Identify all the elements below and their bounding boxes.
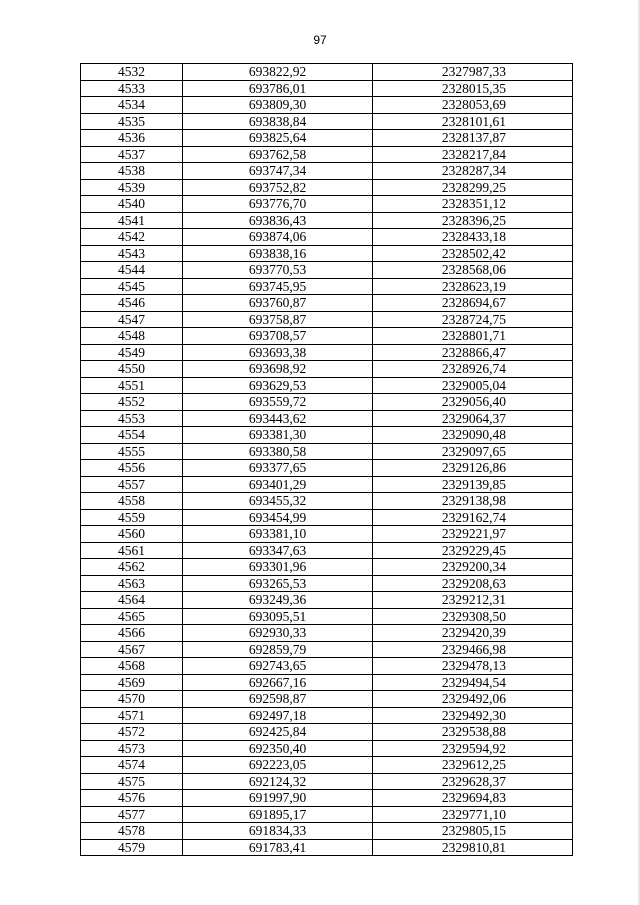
x-coordinate-cell: 693693,38 xyxy=(183,344,373,361)
point-number-cell: 4574 xyxy=(81,757,183,774)
table-row xyxy=(81,526,573,543)
x-coordinate-cell: 693760,87 xyxy=(183,295,373,312)
table-row xyxy=(81,608,573,625)
table-row xyxy=(81,278,573,295)
table-row xyxy=(81,80,573,97)
x-coordinate-cell: 693822,92 xyxy=(183,64,373,81)
point-number-cell: 4541 xyxy=(81,212,183,229)
table-row xyxy=(81,724,573,741)
x-coordinate-cell: 693809,30 xyxy=(183,97,373,114)
y-coordinate-cell: 2328396,25 xyxy=(373,212,573,229)
y-coordinate-cell: 2329805,15 xyxy=(373,823,573,840)
point-number-cell: 4532 xyxy=(81,64,183,81)
x-coordinate-cell: 693401,29 xyxy=(183,476,373,493)
x-coordinate-cell: 693752,82 xyxy=(183,179,373,196)
x-coordinate-cell: 693747,34 xyxy=(183,163,373,180)
y-coordinate-cell: 2329810,81 xyxy=(373,839,573,856)
y-coordinate-cell: 2329466,98 xyxy=(373,641,573,658)
point-number-cell: 4578 xyxy=(81,823,183,840)
y-coordinate-cell: 2329056,40 xyxy=(373,394,573,411)
point-number-cell: 4535 xyxy=(81,113,183,130)
y-coordinate-cell: 2328694,67 xyxy=(373,295,573,312)
table-row xyxy=(81,691,573,708)
x-coordinate-cell: 693380,58 xyxy=(183,443,373,460)
y-coordinate-cell: 2329139,85 xyxy=(373,476,573,493)
point-number-cell: 4564 xyxy=(81,592,183,609)
point-number-cell: 4561 xyxy=(81,542,183,559)
table-row xyxy=(81,493,573,510)
y-coordinate-cell: 2329594,92 xyxy=(373,740,573,757)
point-number-cell: 4547 xyxy=(81,311,183,328)
y-coordinate-cell: 2329005,04 xyxy=(373,377,573,394)
y-coordinate-cell: 2329612,25 xyxy=(373,757,573,774)
coordinates-table xyxy=(80,63,573,856)
y-coordinate-cell: 2328287,34 xyxy=(373,163,573,180)
y-coordinate-cell: 2328568,06 xyxy=(373,262,573,279)
table-row xyxy=(81,790,573,807)
point-number-cell: 4573 xyxy=(81,740,183,757)
table-row xyxy=(81,377,573,394)
x-coordinate-cell: 693758,87 xyxy=(183,311,373,328)
x-coordinate-cell: 693377,65 xyxy=(183,460,373,477)
x-coordinate-cell: 693825,64 xyxy=(183,130,373,147)
table-row xyxy=(81,839,573,856)
point-number-cell: 4549 xyxy=(81,344,183,361)
x-coordinate-cell: 691895,17 xyxy=(183,806,373,823)
y-coordinate-cell: 2329694,83 xyxy=(373,790,573,807)
x-coordinate-cell: 693698,92 xyxy=(183,361,373,378)
point-number-cell: 4577 xyxy=(81,806,183,823)
y-coordinate-cell: 2329308,50 xyxy=(373,608,573,625)
x-coordinate-cell: 693381,10 xyxy=(183,526,373,543)
table-row xyxy=(81,460,573,477)
point-number-cell: 4533 xyxy=(81,80,183,97)
x-coordinate-cell: 693838,16 xyxy=(183,245,373,262)
x-coordinate-cell: 692859,79 xyxy=(183,641,373,658)
y-coordinate-cell: 2329538,88 xyxy=(373,724,573,741)
point-number-cell: 4551 xyxy=(81,377,183,394)
y-coordinate-cell: 2329097,65 xyxy=(373,443,573,460)
table-row xyxy=(81,245,573,262)
x-coordinate-cell: 692350,40 xyxy=(183,740,373,757)
x-coordinate-cell: 693455,32 xyxy=(183,493,373,510)
x-coordinate-cell: 692930,33 xyxy=(183,625,373,642)
y-coordinate-cell: 2328926,74 xyxy=(373,361,573,378)
x-coordinate-cell: 693838,84 xyxy=(183,113,373,130)
y-coordinate-cell: 2329494,54 xyxy=(373,674,573,691)
x-coordinate-cell: 693454,99 xyxy=(183,509,373,526)
point-number-cell: 4553 xyxy=(81,410,183,427)
x-coordinate-cell: 692425,84 xyxy=(183,724,373,741)
y-coordinate-cell: 2328217,84 xyxy=(373,146,573,163)
y-coordinate-cell: 2329208,63 xyxy=(373,575,573,592)
x-coordinate-cell: 692598,87 xyxy=(183,691,373,708)
y-coordinate-cell: 2329212,31 xyxy=(373,592,573,609)
y-coordinate-cell: 2329420,39 xyxy=(373,625,573,642)
point-number-cell: 4550 xyxy=(81,361,183,378)
table-row xyxy=(81,806,573,823)
point-number-cell: 4559 xyxy=(81,509,183,526)
point-number-cell: 4552 xyxy=(81,394,183,411)
y-coordinate-cell: 2329229,45 xyxy=(373,542,573,559)
y-coordinate-cell: 2327987,33 xyxy=(373,64,573,81)
point-number-cell: 4540 xyxy=(81,196,183,213)
table-row xyxy=(81,740,573,757)
point-number-cell: 4566 xyxy=(81,625,183,642)
x-coordinate-cell: 693095,51 xyxy=(183,608,373,625)
x-coordinate-cell: 693874,06 xyxy=(183,229,373,246)
y-coordinate-cell: 2329771,10 xyxy=(373,806,573,823)
coordinates-table-body xyxy=(81,64,573,856)
point-number-cell: 4558 xyxy=(81,493,183,510)
point-number-cell: 4538 xyxy=(81,163,183,180)
table-row xyxy=(81,625,573,642)
table-row xyxy=(81,229,573,246)
y-coordinate-cell: 2328137,87 xyxy=(373,130,573,147)
point-number-cell: 4555 xyxy=(81,443,183,460)
x-coordinate-cell: 691834,33 xyxy=(183,823,373,840)
table-row xyxy=(81,163,573,180)
y-coordinate-cell: 2328801,71 xyxy=(373,328,573,345)
x-coordinate-cell: 693265,53 xyxy=(183,575,373,592)
table-row xyxy=(81,427,573,444)
point-number-cell: 4536 xyxy=(81,130,183,147)
x-coordinate-cell: 693836,43 xyxy=(183,212,373,229)
x-coordinate-cell: 692667,16 xyxy=(183,674,373,691)
y-coordinate-cell: 2329200,34 xyxy=(373,559,573,576)
x-coordinate-cell: 692743,65 xyxy=(183,658,373,675)
x-coordinate-cell: 693249,36 xyxy=(183,592,373,609)
y-coordinate-cell: 2329126,86 xyxy=(373,460,573,477)
table-row xyxy=(81,476,573,493)
table-row xyxy=(81,146,573,163)
point-number-cell: 4537 xyxy=(81,146,183,163)
table-row xyxy=(81,394,573,411)
point-number-cell: 4557 xyxy=(81,476,183,493)
point-number-cell: 4539 xyxy=(81,179,183,196)
point-number-cell: 4575 xyxy=(81,773,183,790)
point-number-cell: 4576 xyxy=(81,790,183,807)
x-coordinate-cell: 693559,72 xyxy=(183,394,373,411)
x-coordinate-cell: 693381,30 xyxy=(183,427,373,444)
y-coordinate-cell: 2329064,37 xyxy=(373,410,573,427)
point-number-cell: 4534 xyxy=(81,97,183,114)
x-coordinate-cell: 693776,70 xyxy=(183,196,373,213)
x-coordinate-cell: 693301,96 xyxy=(183,559,373,576)
table-row xyxy=(81,410,573,427)
page-number: 97 xyxy=(313,33,327,47)
point-number-cell: 4579 xyxy=(81,839,183,856)
y-coordinate-cell: 2329138,98 xyxy=(373,493,573,510)
y-coordinate-cell: 2329492,06 xyxy=(373,691,573,708)
table-row xyxy=(81,658,573,675)
table-row xyxy=(81,262,573,279)
y-coordinate-cell: 2328351,12 xyxy=(373,196,573,213)
y-coordinate-cell: 2329478,13 xyxy=(373,658,573,675)
table-row xyxy=(81,113,573,130)
table-row xyxy=(81,773,573,790)
table-row xyxy=(81,179,573,196)
table-row xyxy=(81,196,573,213)
point-number-cell: 4542 xyxy=(81,229,183,246)
table-row xyxy=(81,64,573,81)
table-row xyxy=(81,212,573,229)
point-number-cell: 4571 xyxy=(81,707,183,724)
x-coordinate-cell: 691783,41 xyxy=(183,839,373,856)
y-coordinate-cell: 2328053,69 xyxy=(373,97,573,114)
table-row xyxy=(81,130,573,147)
point-number-cell: 4567 xyxy=(81,641,183,658)
y-coordinate-cell: 2329492,30 xyxy=(373,707,573,724)
point-number-cell: 4569 xyxy=(81,674,183,691)
y-coordinate-cell: 2328623,19 xyxy=(373,278,573,295)
x-coordinate-cell: 693786,01 xyxy=(183,80,373,97)
x-coordinate-cell: 693770,53 xyxy=(183,262,373,279)
point-number-cell: 4565 xyxy=(81,608,183,625)
x-coordinate-cell: 693443,62 xyxy=(183,410,373,427)
x-coordinate-cell: 691997,90 xyxy=(183,790,373,807)
point-number-cell: 4572 xyxy=(81,724,183,741)
y-coordinate-cell: 2328015,35 xyxy=(373,80,573,97)
y-coordinate-cell: 2328101,61 xyxy=(373,113,573,130)
table-row xyxy=(81,707,573,724)
point-number-cell: 4556 xyxy=(81,460,183,477)
y-coordinate-cell: 2328724,75 xyxy=(373,311,573,328)
y-coordinate-cell: 2328502,42 xyxy=(373,245,573,262)
x-coordinate-cell: 692497,18 xyxy=(183,707,373,724)
point-number-cell: 4570 xyxy=(81,691,183,708)
point-number-cell: 4554 xyxy=(81,427,183,444)
x-coordinate-cell: 692124,32 xyxy=(183,773,373,790)
point-number-cell: 4544 xyxy=(81,262,183,279)
x-coordinate-cell: 693347,63 xyxy=(183,542,373,559)
table-row xyxy=(81,674,573,691)
table-row xyxy=(81,509,573,526)
y-coordinate-cell: 2328866,47 xyxy=(373,344,573,361)
y-coordinate-cell: 2329221,97 xyxy=(373,526,573,543)
table-row xyxy=(81,641,573,658)
table-row xyxy=(81,823,573,840)
x-coordinate-cell: 693762,58 xyxy=(183,146,373,163)
y-coordinate-cell: 2329162,74 xyxy=(373,509,573,526)
table-row xyxy=(81,559,573,576)
point-number-cell: 4546 xyxy=(81,295,183,312)
table-row xyxy=(81,311,573,328)
table-row xyxy=(81,542,573,559)
table-row xyxy=(81,443,573,460)
y-coordinate-cell: 2328433,18 xyxy=(373,229,573,246)
x-coordinate-cell: 693708,57 xyxy=(183,328,373,345)
y-coordinate-cell: 2329628,37 xyxy=(373,773,573,790)
point-number-cell: 4562 xyxy=(81,559,183,576)
point-number-cell: 4563 xyxy=(81,575,183,592)
table-row xyxy=(81,757,573,774)
x-coordinate-cell: 692223,05 xyxy=(183,757,373,774)
x-coordinate-cell: 693629,53 xyxy=(183,377,373,394)
table-row xyxy=(81,295,573,312)
table-row xyxy=(81,328,573,345)
point-number-cell: 4543 xyxy=(81,245,183,262)
y-coordinate-cell: 2328299,25 xyxy=(373,179,573,196)
table-row xyxy=(81,344,573,361)
table-row xyxy=(81,592,573,609)
y-coordinate-cell: 2329090,48 xyxy=(373,427,573,444)
table-row xyxy=(81,97,573,114)
point-number-cell: 4568 xyxy=(81,658,183,675)
point-number-cell: 4545 xyxy=(81,278,183,295)
table-row xyxy=(81,575,573,592)
table-row xyxy=(81,361,573,378)
point-number-cell: 4560 xyxy=(81,526,183,543)
point-number-cell: 4548 xyxy=(81,328,183,345)
x-coordinate-cell: 693745,95 xyxy=(183,278,373,295)
